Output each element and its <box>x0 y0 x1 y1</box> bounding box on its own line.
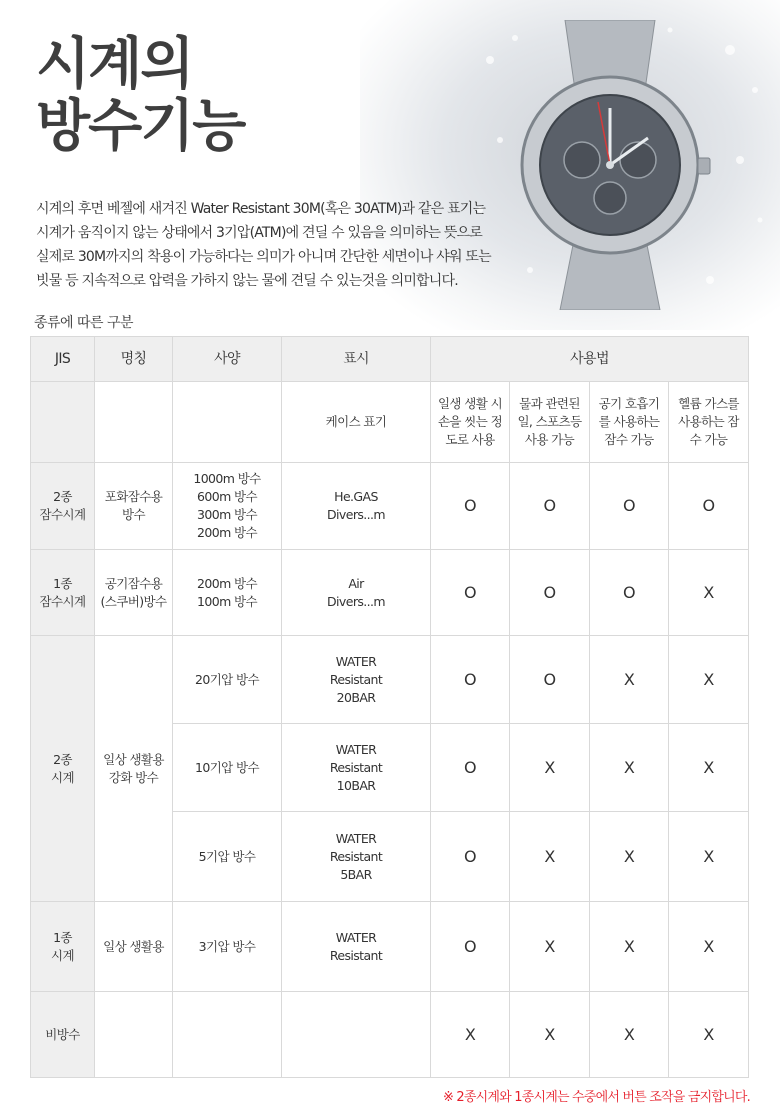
subheader-empty <box>173 382 282 463</box>
table-row <box>31 636 749 724</box>
cell-mark: X <box>669 724 749 812</box>
cell-mark: O <box>590 550 669 636</box>
header-name: 명칭 <box>95 337 173 382</box>
cell-mark: X <box>590 636 669 724</box>
subheader-case-marking: 케이스 표기 <box>282 382 431 463</box>
cell-mark: X <box>510 902 590 992</box>
watch-center-pin <box>606 161 614 169</box>
cell-mark: O <box>431 902 510 992</box>
table-row <box>31 463 749 550</box>
cell-mark: X <box>669 550 749 636</box>
cell-marking: He.GAS Divers...m <box>282 463 431 550</box>
cell-spec <box>173 992 282 1078</box>
cell-jis: 2종 시계 <box>31 636 95 902</box>
cell-mark: O <box>431 812 510 902</box>
cell-jis: 2종 잠수시계 <box>31 463 95 550</box>
cell-marking: WATER Resistant <box>282 902 431 992</box>
cell-name: 일상 생활용 강화 방수 <box>95 636 173 902</box>
cell-mark: X <box>431 992 510 1078</box>
page-title: 시계의 방수기능 <box>36 32 245 159</box>
table-header-row <box>31 337 749 382</box>
cell-mark: X <box>510 992 590 1078</box>
cell-mark: X <box>510 812 590 902</box>
cell-mark: O <box>510 463 590 550</box>
cell-mark: X <box>590 992 669 1078</box>
cell-mark: X <box>510 724 590 812</box>
cell-mark: X <box>590 812 669 902</box>
table-row <box>31 902 749 992</box>
subheader-usage-water-sports: 물과 관련된 일, 스포츠등 사용 가능 <box>510 382 590 463</box>
cell-mark: X <box>669 902 749 992</box>
cell-mark: O <box>590 463 669 550</box>
subheader-usage-helium-diving: 헬륨 가스를 사용하는 잠 수 가능 <box>669 382 749 463</box>
cell-mark: X <box>669 636 749 724</box>
cell-jis: 1종 시계 <box>31 902 95 992</box>
intro-paragraph: 시계의 후면 베젤에 새겨진 Water Resistant 30M(혹은 30ATM)과 같은 표기는 시계가 움직이지 않는 상태에서 3기압(ATM)에 견딜 수 있음을 의미하는 뜻으로 실제로 30M까지의 착용이 가능하다는 의미가 아니며 간단한 세면이나 샤워 또는 빗물 등 지속적으로 압력을 가하지 않는 물에 견딜 수 있는것을 의미합니다. <box>36 201 491 289</box>
header-usage: 사용법 <box>431 337 749 382</box>
subheader-usage-hand-washing: 일생 생활 시 손을 씻는 정 도로 사용 <box>431 382 510 463</box>
cell-mark: X <box>590 724 669 812</box>
cell-mark: O <box>431 463 510 550</box>
cell-name: 일상 생활용 <box>95 902 173 992</box>
subdial-right <box>620 142 656 178</box>
header-spec: 사양 <box>173 337 282 382</box>
cell-marking: Air Divers...m <box>282 550 431 636</box>
table-caption: 종류에 따른 구분 <box>34 315 134 331</box>
cell-mark: X <box>669 992 749 1078</box>
cell-mark: X <box>669 812 749 902</box>
footnote-warning: ※ 2종시계와 1종시계는 수중에서 버튼 조작을 금지합니다. <box>442 1090 750 1105</box>
cell-spec: 10기압 방수 <box>173 724 282 812</box>
cell-marking: WATER Resistant 10BAR <box>282 724 431 812</box>
subheader-usage-air-diving: 공기 호흡기 를 사용하는 잠수 가능 <box>590 382 669 463</box>
cell-jis: 1종 잠수시계 <box>31 550 95 636</box>
cell-mark: O <box>510 636 590 724</box>
cell-jis: 비방수 <box>31 992 95 1078</box>
cell-mark: O <box>431 636 510 724</box>
table-row <box>31 550 749 636</box>
cell-marking <box>282 992 431 1078</box>
cell-spec: 20기압 방수 <box>173 636 282 724</box>
subdial-bottom <box>594 182 626 214</box>
cell-mark: O <box>510 550 590 636</box>
cell-marking: WATER Resistant 5BAR <box>282 812 431 902</box>
table-row <box>31 992 749 1078</box>
cell-mark: O <box>669 463 749 550</box>
subdial-left <box>564 142 600 178</box>
header-jis: JIS <box>31 337 95 382</box>
cell-name: 포화잠수용 방수 <box>95 463 173 550</box>
subheader-empty <box>95 382 173 463</box>
cell-spec: 1000m 방수 600m 방수 300m 방수 200m 방수 <box>173 463 282 550</box>
cell-marking: WATER Resistant 20BAR <box>282 636 431 724</box>
cell-spec: 3기압 방수 <box>173 902 282 992</box>
table-subheader-row <box>31 382 749 463</box>
watch-crown <box>698 158 710 174</box>
cell-spec: 200m 방수 100m 방수 <box>173 550 282 636</box>
cell-spec: 5기압 방수 <box>173 812 282 902</box>
cell-mark: O <box>431 724 510 812</box>
water-resistance-table <box>30 336 749 1078</box>
cell-mark: O <box>431 550 510 636</box>
subheader-empty <box>31 382 95 463</box>
cell-mark: X <box>590 902 669 992</box>
cell-name <box>95 992 173 1078</box>
cell-name: 공기잠수용 (스쿠버)방수 <box>95 550 173 636</box>
header-marking: 표시 <box>282 337 431 382</box>
